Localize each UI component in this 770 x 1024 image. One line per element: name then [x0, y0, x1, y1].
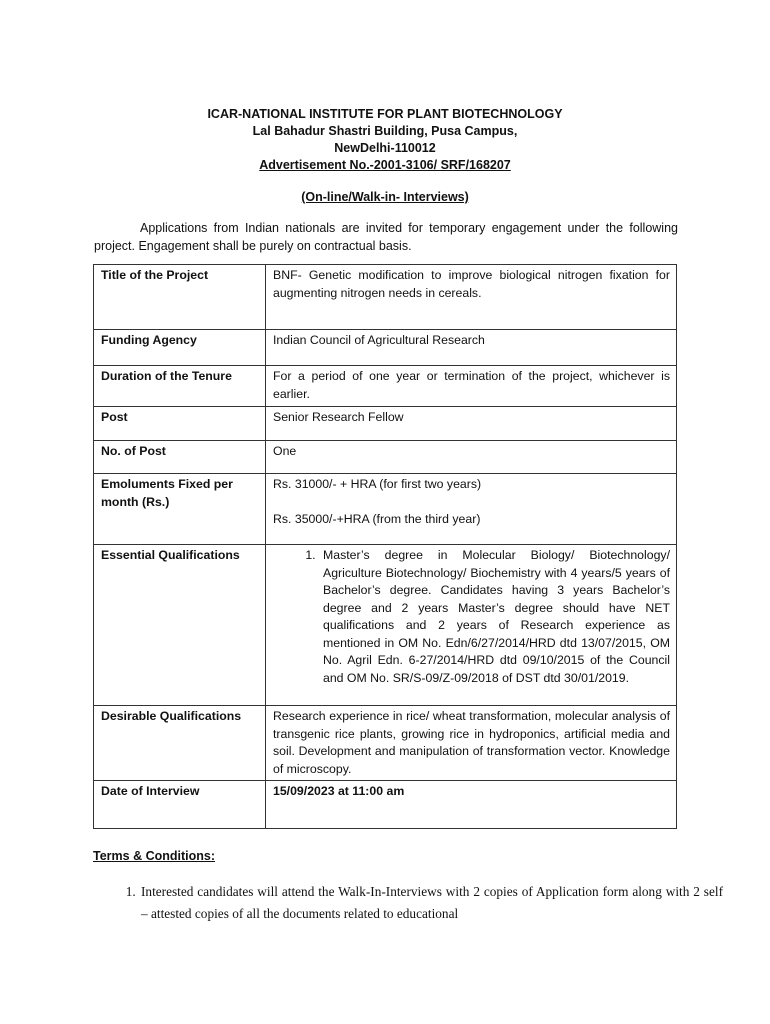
interview-date-value: 15/09/2023 at 11:00 am	[266, 781, 677, 829]
project-details-table	[93, 264, 677, 829]
number-of-post-value: One	[266, 441, 677, 474]
duration-value: For a period of one year or termination of the project, whichever is earlier.	[266, 366, 677, 407]
intro-paragraph	[94, 219, 678, 255]
desirable-qualifications-value: Research experience in rice/ wheat transformation, molecular analysis of transgenic rice plants, growing rice in hydroponics, artificial media and soil. Development and manipulation of transformation vector. Knowledge of microscopy.	[266, 706, 677, 781]
emoluments-third-year: Rs. 35000/-+HRA (from the third year)	[273, 511, 481, 526]
emoluments-first-years: Rs. 31000/- + HRA (for first two years)	[273, 477, 482, 491]
intro-text: Applications from Indian nationals are invited for temporary engagement under the following project. Engagement shall be purely on contractual basis.	[94, 221, 678, 253]
table-row	[94, 474, 677, 545]
list-item: 1. Interested candidates will attend the Walk-In-Interviews with 2 copies of Application form along with 2 self – attested copies of all the documents related to educational	[139, 881, 723, 925]
table-row	[94, 441, 677, 474]
funding-agency-label: Funding Agency	[94, 330, 266, 366]
essential-qualifications-list	[273, 547, 670, 687]
project-title-value: BNF- Genetic modification to improve biological nitrogen fixation for augmenting nitrogen needs in cereals.	[266, 265, 677, 330]
list-item: 1. Master’s degree in Molecular Biology/ Biotechnology/ Agriculture Biotechnology/ Biochemistry with 4 years/5 years of Bachelor’s degree. Candidates having 3 years Bachelor’s degree and 2 years Master’s degree should have NET qualifications and 2 years of Research experience as mentioned in OM No. Edn/6/27/2014/HRD dtd 13/07/2015, OM No. Agril Edn. 6-27/2014/HRD dtd 09/10/2015 of the Council and OM No. SR/S-09/Z-09/2018 of DST dtd 30/01/2019.	[319, 547, 670, 687]
terms-list	[93, 881, 723, 925]
emoluments-value	[266, 474, 677, 545]
number-of-post-label: No. of Post	[94, 441, 266, 474]
emoluments-label: Emoluments Fixed per month (Rs.)	[94, 474, 266, 545]
institute-name: ICAR-NATIONAL INSTITUTE FOR PLANT BIOTECHNOLOGY	[207, 107, 563, 121]
duration-label: Duration of the Tenure	[94, 366, 266, 407]
interview-mode: (On-line/Walk-in- Interviews)	[301, 190, 469, 204]
table-row	[94, 706, 677, 781]
table-row	[94, 781, 677, 829]
address-line-2: NewDelhi-110012	[334, 141, 436, 155]
terms-heading: Terms & Conditions:	[93, 849, 215, 863]
table-row	[94, 407, 677, 441]
document-header	[0, 106, 770, 174]
project-title-label: Title of the Project	[94, 265, 266, 330]
post-value: Senior Research Fellow	[266, 407, 677, 441]
advertisement-number: Advertisement No.-2001-3106/ SRF/168207	[259, 158, 511, 172]
essential-qualifications-value	[266, 545, 677, 706]
interview-date-label: Date of Interview	[94, 781, 266, 829]
desirable-qualifications-label: Desirable Qualifications	[94, 706, 266, 781]
address-line-1: Lal Bahadur Shastri Building, Pusa Campus,	[252, 124, 518, 138]
table-row	[94, 545, 677, 706]
essential-qualifications-label: Essential Qualifications	[94, 545, 266, 706]
post-label: Post	[94, 407, 266, 441]
table-row	[94, 330, 677, 366]
funding-agency-value: Indian Council of Agricultural Research	[266, 330, 677, 366]
table-row	[94, 366, 677, 407]
table-row	[94, 265, 677, 330]
